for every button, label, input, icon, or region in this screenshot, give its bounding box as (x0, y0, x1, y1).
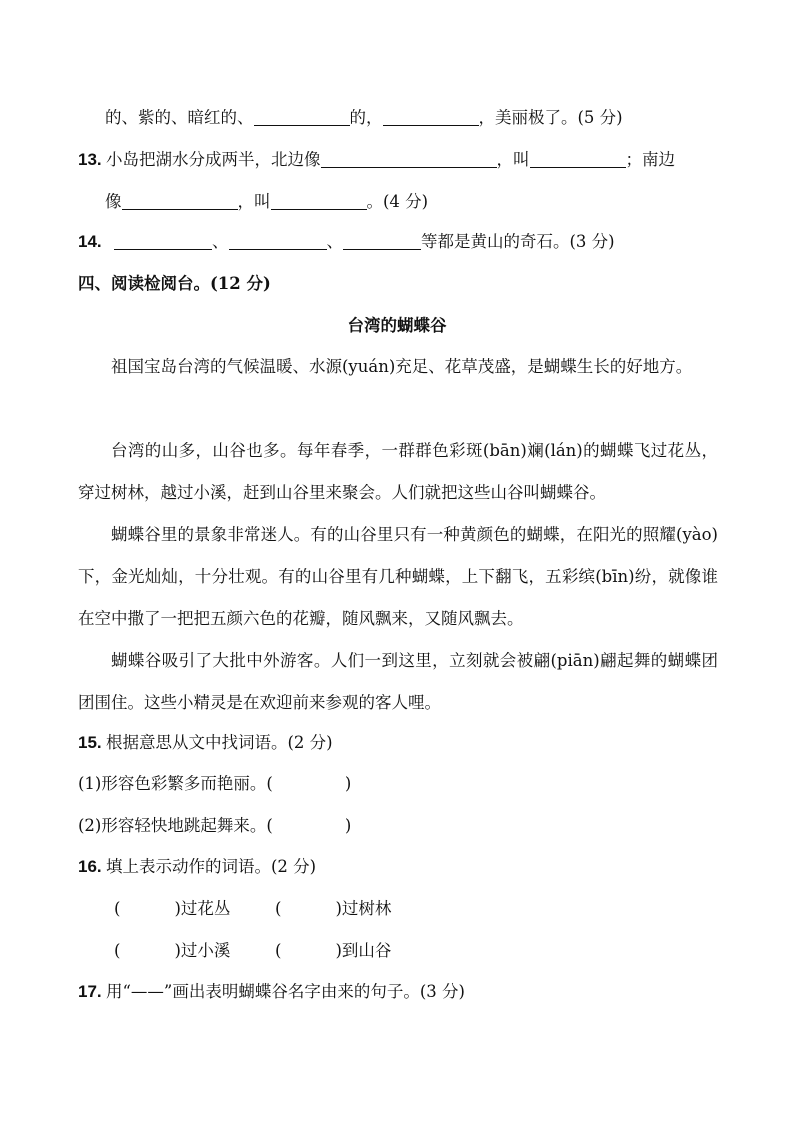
q16-item-4-open: ( (275, 941, 282, 960)
q13-text-d: 像 (105, 192, 122, 211)
q12-text-b: 的， (349, 108, 383, 127)
q15-sub-1-text: (1)形容色彩繁多而艳丽。( (78, 774, 273, 793)
question-16 (78, 855, 316, 879)
q16-item-4-text: )到山谷 (335, 941, 392, 960)
q13-blank-3[interactable] (122, 191, 238, 210)
q12-text-a: 的、紫的、暗红的、 (105, 108, 254, 127)
q17-number: 17. (78, 982, 102, 1001)
passage-paragraph-2: 台湾的山多，山谷也多。每年春季，一群群色彩斑(bān)斓(lán)的蝴蝶飞过花丛，穿过树林，越过小溪，赶到山谷里来聚会。人们就把这些山谷叫蝴蝶谷。 (78, 441, 718, 502)
q12-blank-1[interactable] (254, 107, 350, 126)
q15-sub-1 (78, 772, 351, 796)
q15-number: 15. (78, 733, 102, 752)
q14-sep-1: 、 (212, 232, 229, 251)
q16-item-1-open: ( (114, 899, 121, 918)
q16-item-1 (114, 897, 230, 921)
q13-blank-2[interactable] (530, 149, 626, 168)
q14-blank-1[interactable] (114, 231, 212, 250)
q12-continuation (105, 106, 623, 130)
q16-text: 填上表示动作的词语。(2 分) (106, 857, 317, 876)
question-14 (78, 230, 615, 254)
q16-item-2 (275, 897, 391, 921)
q13-text-c: ；南边 (625, 150, 675, 169)
q15-sub-1-close: ) (344, 774, 352, 793)
passage-paragraph-4: 蝴蝶谷吸引了大批中外游客。人们一到这里，立刻就会被翩(piān)翩起舞的蝴蝶团团围住。这些小精灵是在欢迎前来参观的客人哩。 (78, 651, 718, 712)
q16-item-3 (114, 939, 230, 963)
q16-item-3-text: )过小溪 (174, 941, 231, 960)
q13-blank-1[interactable] (321, 149, 497, 168)
q17-text: 用“——”画出表明蝴蝶谷名字由来的句子。(3 分) (106, 982, 465, 1001)
q13-blank-4[interactable] (271, 191, 367, 210)
section-4-heading: 四、阅读检阅台。(12 分) (78, 274, 271, 293)
q13-text-b: ，叫 (496, 150, 530, 169)
q16-item-1-text: )过花丛 (174, 899, 231, 918)
q12-text-c: ，美丽极了。(5 分) (478, 108, 623, 127)
q16-item-2-open: ( (275, 899, 282, 918)
q12-blank-2[interactable] (383, 107, 479, 126)
q14-tail: 等都是黄山的奇石。(3 分) (421, 232, 615, 251)
passage-paragraph-3: 蝴蝶谷里的景象非常迷人。有的山谷里只有一种黄颜色的蝴蝶，在阳光的照耀(yào)下，金光灿灿，十分壮观。有的山谷里有几种蝴蝶，上下翻飞，五彩缤(bīn)纷，就像谁在空中撒了一把把五颜六色的花瓣，随风飘来，又随风飘去。 (78, 525, 718, 628)
q14-sep-2: 、 (326, 232, 343, 251)
q15-text: 根据意思从文中找词语。(2 分) (106, 733, 333, 752)
passage-title: 台湾的蝴蝶谷 (347, 316, 447, 335)
q16-item-4 (275, 939, 391, 963)
q13-text-e: ，叫 (237, 192, 271, 211)
q13-number: 13. (78, 150, 102, 169)
passage-paragraph-1: 祖国宝岛台湾的气候温暖、水源(yuán)充足、花草茂盛，是蝴蝶生长的好地方。 (111, 357, 693, 376)
q16-number: 16. (78, 857, 102, 876)
q14-number: 14. (78, 232, 102, 251)
question-13 (78, 148, 675, 172)
question-13-line2 (105, 190, 428, 214)
question-17 (78, 980, 465, 1004)
q15-sub-2-text: (2)形容轻快地跳起舞来。( (78, 816, 273, 835)
q14-blank-2[interactable] (229, 231, 327, 250)
q16-item-3-open: ( (114, 941, 121, 960)
q16-item-2-text: )过树林 (335, 899, 392, 918)
q13-text-a: 小岛把湖水分成两半，北边像 (106, 150, 321, 169)
question-15 (78, 731, 333, 755)
q14-blank-3[interactable] (343, 231, 421, 250)
q13-text-f: 。(4 分) (366, 192, 429, 211)
q15-sub-2 (78, 814, 351, 838)
q15-sub-2-close: ) (344, 816, 352, 835)
